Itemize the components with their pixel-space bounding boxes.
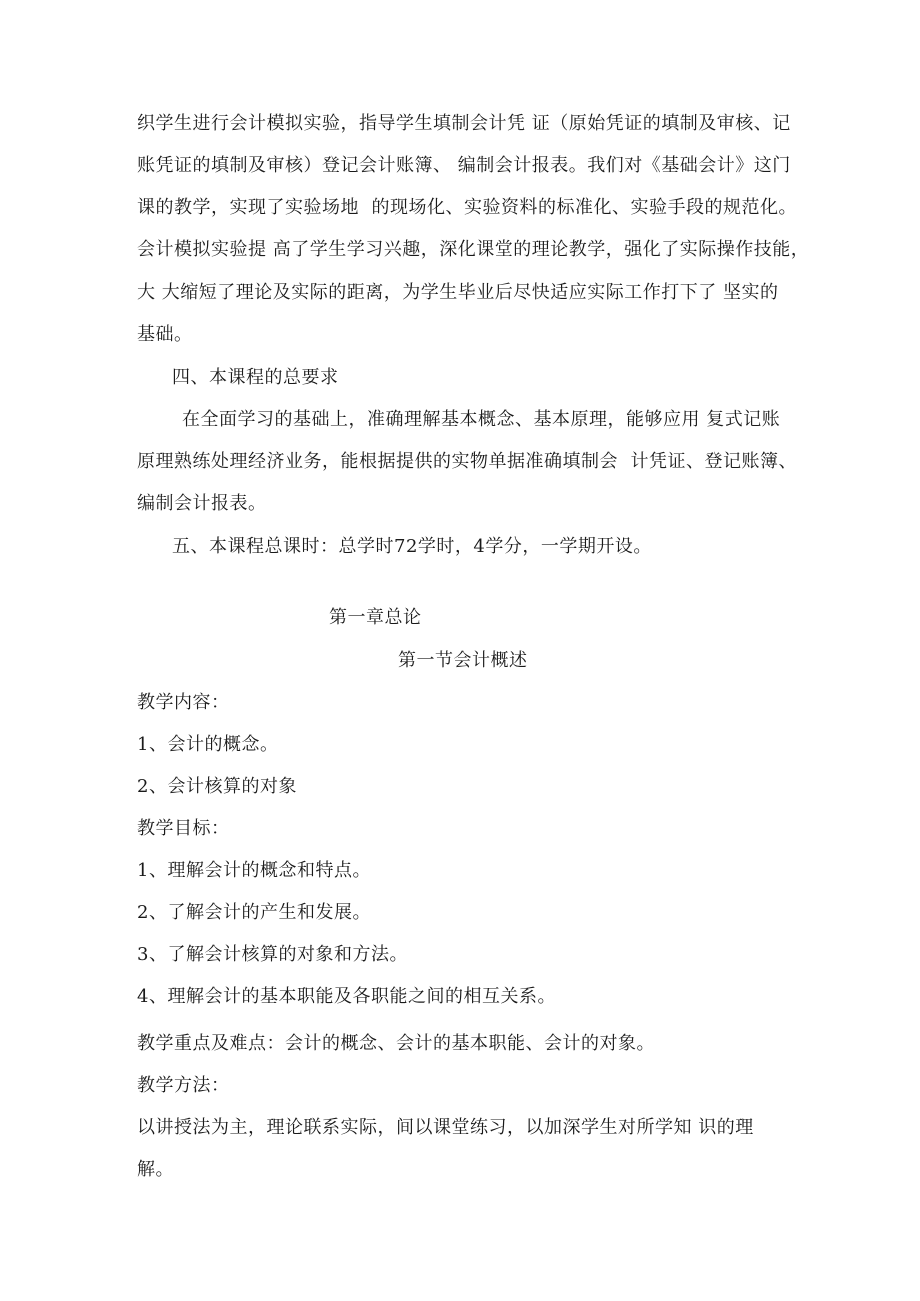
teaching-content-label: 教学内容： <box>137 692 230 713</box>
section-four-line-1: 在全面学习的基础上，准确理解基本概念、基本原理，能够应用 复式记账 <box>182 409 781 430</box>
intro-line-5: 大 大缩短了理论及实际的距离，为学生毕业后尽快适应实际工作打下了 坚实的 <box>137 282 779 303</box>
teaching-content-item-2: 2、会计核算的对象 <box>137 776 297 797</box>
section-four-line-3: 编制会计报表。 <box>137 493 267 514</box>
teaching-goal-item-3: 3、了解会计核算的对象和方法。 <box>137 944 408 965</box>
intro-line-4: 会计模拟实验提 高了学生学习兴趣，深化课堂的理论教学，强化了实际操作技能， <box>137 239 810 260</box>
section-four-line-2: 原理熟练处理经济业务，能根据提供的实物单据准确填制会 计凭证、登记账簿、 <box>137 451 797 472</box>
intro-line-2: 账凭证的填制及审核）登记会计账簿、 编制会计报表。我们对《基础会计》这门 <box>137 155 791 176</box>
section-four-heading: 四、本课程的总要求 <box>172 367 339 388</box>
teaching-method-line-1: 以讲授法为主，理论联系实际，间以课堂练习，以加深学生对所学知 识的理 <box>137 1117 754 1138</box>
intro-line-3: 课的教学，实现了实验场地 的现场化、实验资料的标准化、实验手段的规范化。 <box>137 197 797 218</box>
teaching-goal-item-4: 4、理解会计的基本职能及各职能之间的相互关系。 <box>137 986 556 1007</box>
teaching-goal-item-1: 1、理解会计的概念和特点。 <box>137 860 371 881</box>
section-title: 第一节会计概述 <box>398 650 528 671</box>
teaching-content-item-1: 1、会计的概念。 <box>137 734 279 755</box>
teaching-goal-item-2: 2、了解会计的产生和发展。 <box>137 902 371 923</box>
teaching-method-label: 教学方法： <box>137 1075 230 1096</box>
intro-line-1: 织学生进行会计模拟实验，指导学生填制会计凭 证（原始凭证的填制及审核、记 <box>137 113 791 134</box>
key-points-text: 教学重点及难点：会计的概念、会计的基本职能、会计的对象。 <box>137 1033 655 1054</box>
intro-line-6: 基础。 <box>137 324 193 345</box>
chapter-title: 第一章总论 <box>329 607 422 628</box>
teaching-goals-label: 教学目标： <box>137 818 230 839</box>
section-five-text: 五、本课程总课时：总学时72学时，4学分，一学期开设。 <box>172 536 652 557</box>
teaching-method-line-2: 解。 <box>137 1159 174 1180</box>
